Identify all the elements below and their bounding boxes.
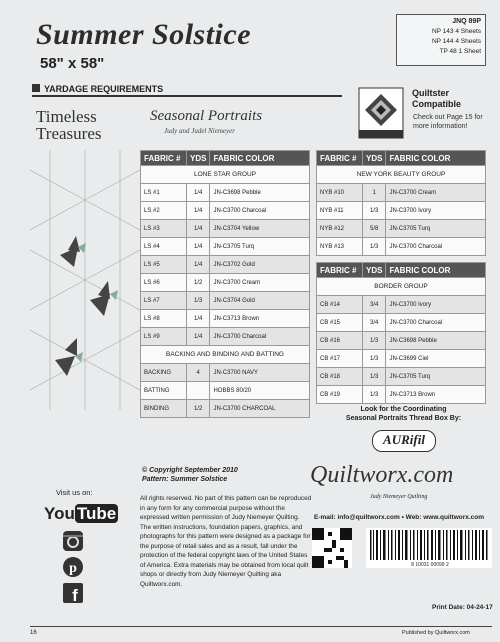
- cell: 5/8: [363, 220, 386, 238]
- cell: 1/2: [187, 274, 210, 292]
- timeless-treasures-logo: [36, 108, 146, 142]
- sheet-line-1: NP 143 4 Sheets: [431, 28, 481, 35]
- cell: LS #4: [141, 238, 187, 256]
- table-row: [141, 328, 310, 346]
- cell: JN-C3713 Brown: [386, 386, 486, 404]
- timeless-line-1: Timeless: [36, 107, 97, 126]
- instagram-icon[interactable]: [62, 530, 84, 552]
- thread-line-2: Seasonal Portraits Thread Box By:: [345, 415, 462, 422]
- cell: 1/4: [187, 328, 210, 346]
- pattern-line: Pattern: Summer Solstice: [142, 476, 228, 483]
- table-row: [141, 400, 310, 418]
- cell: LS #5: [141, 256, 187, 274]
- quiltster-note: [413, 113, 483, 131]
- cell: JN-C3700 Cream: [210, 274, 310, 292]
- group-title: BACKING AND BINDING AND BATTING: [141, 346, 310, 364]
- group-title: BORDER GROUP: [317, 278, 486, 296]
- cell: JN-C3705 Turq: [386, 220, 486, 238]
- cell: 1/4: [187, 184, 210, 202]
- cell: 3/4: [363, 296, 386, 314]
- quiltster-badge-icon: [356, 86, 406, 142]
- youtube-you: You: [44, 504, 75, 523]
- cell: JN-C3700 CHARCOAL: [210, 400, 310, 418]
- pattern-code-box: [396, 14, 486, 66]
- print-date: Print Date: 04-24-17: [432, 604, 493, 611]
- cell: JN-C3699 Ciel: [386, 350, 486, 368]
- cell: NYB #11: [317, 202, 363, 220]
- lone-star-table: [140, 150, 310, 418]
- svg-text:p: p: [69, 561, 77, 576]
- table-row: [141, 184, 310, 202]
- cell: 1/3: [363, 238, 386, 256]
- cell: HOBBS 80/20: [210, 382, 310, 400]
- pattern-code: JNQ 89P: [452, 18, 481, 25]
- cell: JN-C3698 Pebble: [386, 332, 486, 350]
- seasonal-portraits-logo: Seasonal Portraits: [150, 108, 263, 124]
- sheet-line-3: TP 48 1 Sheet: [439, 48, 481, 55]
- table-row: [317, 202, 486, 220]
- cell: [187, 382, 210, 400]
- quiltster-compatible-title: [412, 88, 461, 110]
- cell: BACKING: [141, 364, 187, 382]
- quiltster-line-2: Compatible: [412, 99, 462, 109]
- new-york-beauty-table: [316, 150, 486, 256]
- visit-us-label: Visit us on:: [56, 488, 93, 497]
- table-row: [317, 350, 486, 368]
- cell: JN-C3700 Charcoal: [386, 314, 486, 332]
- cell: CB #18: [317, 368, 363, 386]
- published-by: Published by Quiltworx.com: [402, 630, 470, 636]
- cell: NYB #12: [317, 220, 363, 238]
- table-row: [317, 220, 486, 238]
- timeless-line-2: Treasures: [36, 124, 102, 143]
- cell: JN-C3698 Pebble: [210, 184, 310, 202]
- cell: JN-C3704 Yellow: [210, 220, 310, 238]
- table-row: [141, 256, 310, 274]
- cell: CB #15: [317, 314, 363, 332]
- cell: 1/4: [187, 310, 210, 328]
- quilt-diagram-image: [30, 150, 140, 410]
- cell: 1/3: [363, 368, 386, 386]
- cell: LS #8: [141, 310, 187, 328]
- cell: 1/3: [363, 350, 386, 368]
- cell: JN-C3700 Charcoal: [210, 202, 310, 220]
- youtube-icon[interactable]: [44, 504, 118, 524]
- contact-line[interactable]: E-mail: info@quiltworx.com • Web: www.quiltworx.com: [314, 514, 485, 521]
- table-row: [141, 220, 310, 238]
- page-number: 16: [30, 630, 37, 636]
- aurifil-logo: AURifil: [372, 430, 436, 452]
- footer-divider: [30, 626, 492, 627]
- cell: NYB #10: [317, 184, 363, 202]
- cell: 1/3: [363, 332, 386, 350]
- col-color: FABRIC COLOR: [210, 151, 310, 166]
- cell: LS #2: [141, 202, 187, 220]
- pattern-size: 58" x 58": [40, 55, 105, 72]
- col-yds: YDS: [187, 151, 210, 166]
- cell: LS #9: [141, 328, 187, 346]
- cell: JN-C3705 Turq: [386, 368, 486, 386]
- cell: 1/4: [187, 256, 210, 274]
- bullet-square-icon: [32, 84, 40, 92]
- cell: 1/3: [187, 292, 210, 310]
- quiltworx-logo: Quiltworx.com: [310, 462, 454, 488]
- cell: 1: [363, 184, 386, 202]
- cell: JN-C3700 Cream: [386, 184, 486, 202]
- cell: JN-C3700 Charcoal: [210, 328, 310, 346]
- cell: JN-C3700 Ivory: [386, 202, 486, 220]
- col-yds: YDS: [363, 263, 386, 278]
- cell: BATTING: [141, 382, 187, 400]
- cell: CB #16: [317, 332, 363, 350]
- col-fabric: FABRIC #: [317, 151, 363, 166]
- cell: LS #3: [141, 220, 187, 238]
- barcode-number: 8 10031 00099 2: [411, 562, 449, 568]
- pattern-title: Summer Solstice: [36, 18, 252, 51]
- cell: BINDING: [141, 400, 187, 418]
- svg-text:f: f: [72, 586, 78, 604]
- cell: CB #19: [317, 386, 363, 404]
- cell: CB #14: [317, 296, 363, 314]
- copyright-block: [142, 466, 307, 484]
- table-row: [141, 382, 310, 400]
- cell: 3/4: [363, 314, 386, 332]
- col-color: FABRIC COLOR: [386, 151, 486, 166]
- table-row: [317, 386, 486, 404]
- cell: 1/3: [363, 386, 386, 404]
- table-row: [317, 296, 486, 314]
- cell: 1/3: [363, 202, 386, 220]
- table-row: [141, 202, 310, 220]
- cell: JN-C3700 Ivory: [386, 296, 486, 314]
- group-title: LONE STAR GROUP: [141, 166, 310, 184]
- table-row: [317, 184, 486, 202]
- cell: 1/2: [187, 400, 210, 418]
- cell: LS #6: [141, 274, 187, 292]
- table-row: [141, 292, 310, 310]
- cell: JN-C3700 NAVY: [210, 364, 310, 382]
- yardage-heading: [32, 84, 342, 97]
- cell: JN-C3705 Turq: [210, 238, 310, 256]
- copyright-line: © Copyright September 2010: [142, 467, 238, 474]
- thread-box-note: [316, 405, 491, 423]
- col-color: FABRIC COLOR: [386, 263, 486, 278]
- table-row: [141, 238, 310, 256]
- cell: 1/4: [187, 220, 210, 238]
- cell: CB #17: [317, 350, 363, 368]
- quiltworx-sub: Judy Niemeyer Quilting: [370, 494, 428, 500]
- cell: JN-C3702 Gold: [210, 256, 310, 274]
- cell: 1/4: [187, 202, 210, 220]
- cell: JN-C3700 Charcoal: [386, 238, 486, 256]
- table-row: [317, 332, 486, 350]
- quiltster-line-1: Quiltster: [412, 88, 450, 98]
- cell: 4: [187, 364, 210, 382]
- table-row: [141, 274, 310, 292]
- qr-code-icon: [312, 528, 352, 568]
- table-row: [141, 310, 310, 328]
- pinterest-icon[interactable]: [62, 556, 84, 578]
- thread-line-1: Look for the Coordinating: [360, 406, 447, 413]
- sheet-line-2: NP 144 4 Sheets: [431, 38, 481, 45]
- border-table: [316, 262, 486, 404]
- cell: NYB #13: [317, 238, 363, 256]
- table-row: [317, 314, 486, 332]
- quiltster-note-1: Check out Page 15 for: [413, 114, 483, 121]
- col-fabric: FABRIC #: [141, 151, 187, 166]
- cell: JN-C3713 Brown: [210, 310, 310, 328]
- rights-text: All rights reserved. No part of this pattern can be reproduced in any form for any commercial purpose without the expressed written permission of Judy Niemeyer Quilting. The written instructions, foundation papers, graphics, and photographs for this pattern were designed as a package for the purpose of retail sales and as a result, fall under the protection of the federal copyright laws of the United States of America. Extra materials may be obtained from local quilt shops or directly from Judy Niemeyer Quilting aka Quiltworx.com.: [140, 495, 312, 588]
- col-fabric: FABRIC #: [317, 263, 363, 278]
- cell: LS #7: [141, 292, 187, 310]
- col-yds: YDS: [363, 151, 386, 166]
- quiltster-note-2: more information!: [413, 123, 468, 130]
- cell: LS #1: [141, 184, 187, 202]
- youtube-tube: Tube: [76, 504, 117, 523]
- group-title: NEW YORK BEAUTY GROUP: [317, 166, 486, 184]
- table-row: [317, 368, 486, 386]
- table-row: [317, 238, 486, 256]
- seasonal-portraits-sub: Judy and Judel Niemeyer: [164, 127, 235, 135]
- yardage-heading-text: YARDAGE REQUIREMENTS: [44, 84, 164, 94]
- cell: JN-C3704 Gold: [210, 292, 310, 310]
- cell: 1/4: [187, 238, 210, 256]
- table-row: [141, 364, 310, 382]
- facebook-icon[interactable]: [62, 582, 84, 604]
